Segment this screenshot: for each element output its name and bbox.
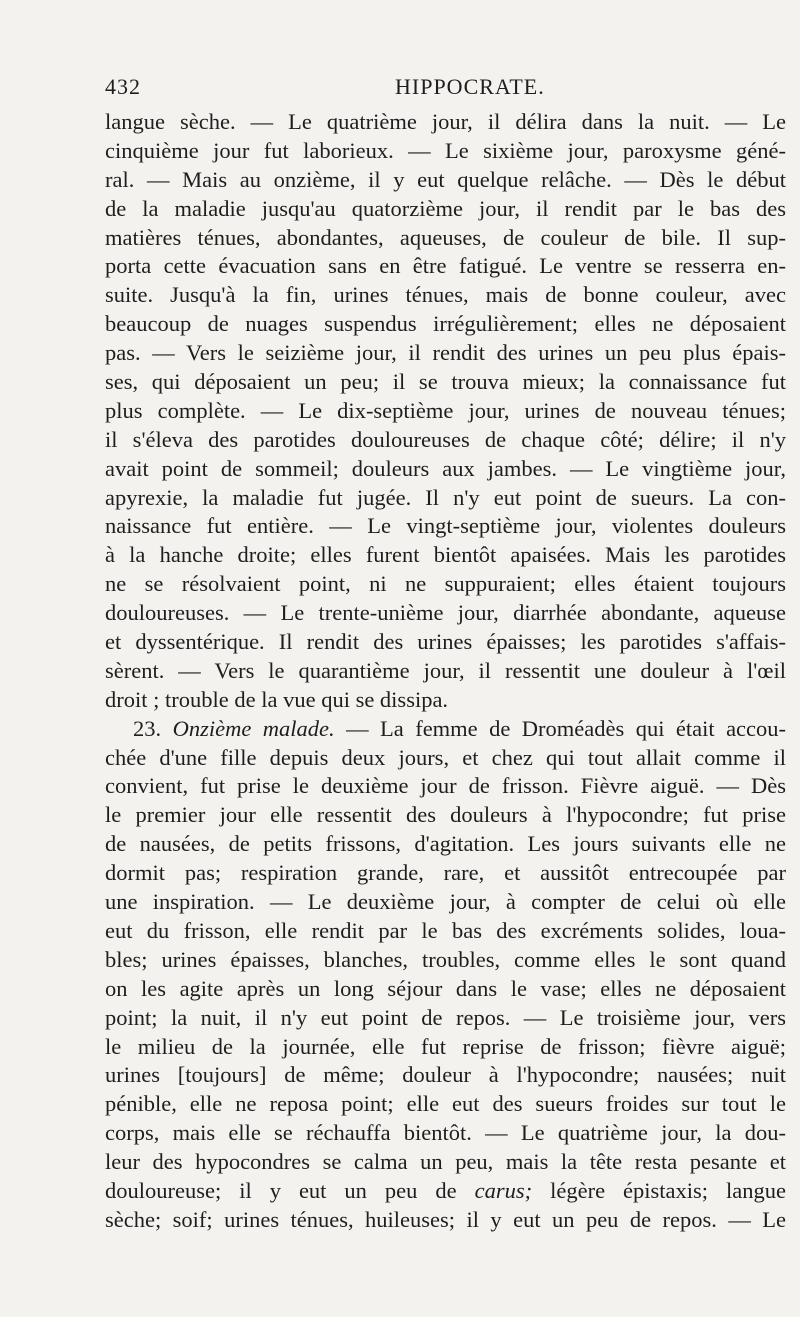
text-line: ses, qui déposaient un peu; il se trouva mieux; la connaissance fut — [105, 369, 786, 395]
text-line: bles; urines épaisses, blanches, troubles, comme elles le sont quand — [105, 946, 786, 972]
page-header — [105, 74, 786, 108]
text-run: douloureuse; il y eut un peu de — [105, 1177, 475, 1203]
running-title: HIPPOCRATE. — [395, 74, 545, 99]
text-line: apyrexie, la maladie fut jugée. Il n'y eut point de sueurs. La con- — [105, 484, 786, 510]
text-line: urines [toujours] de même; douleur à l'hypocondre; nausées; nuit — [105, 1062, 786, 1088]
text-line: eut du frisson, elle rendit par le bas des excréments solides, loua- — [105, 917, 786, 943]
text-line: ral. — Mais au onzième, il y eut quelque relâche. — Dès le début — [105, 166, 786, 192]
case-heading: Onzième malade. — [172, 715, 335, 741]
text-line — [105, 1177, 786, 1206]
text-line: une inspiration. — Le deuxième jour, à compter de celui où elle — [105, 889, 786, 915]
text-line: on les agite après un long séjour dans le vase; elles ne déposaient — [105, 975, 786, 1001]
case-number: 23. — [133, 715, 162, 741]
text-line: suite. Jusqu'à la fin, urines ténues, mais de bonne couleur, avec — [105, 282, 786, 308]
text-line: cinquième jour fut laborieux. — Le sixième jour, paroxysme géné- — [105, 137, 786, 163]
paragraph-2 — [105, 715, 786, 1235]
text-line: le milieu de la journée, elle fut reprise de frisson; fièvre aiguë; — [105, 1033, 786, 1059]
text-line: matières ténues, abondantes, aqueuses, de couleur de bile. Il sup- — [105, 224, 786, 250]
text-line: convient, fut prise le deuxième jour de frisson. Fièvre aiguë. — Dès — [105, 773, 786, 799]
text-line: de nausées, de petits frissons, d'agitation. Les jours suivants elle ne — [105, 831, 786, 857]
text-line: pénible, elle ne reposa point; elle eut des sueurs froides sur tout le — [105, 1091, 786, 1117]
text-line: sèrent. — Vers le quarantième jour, il ressentit une douleur à l'œil — [105, 657, 786, 683]
text-line: porta cette évacuation sans en être fatigué. Le ventre se resserra en- — [105, 253, 786, 279]
italic-term: carus; — [474, 1177, 533, 1203]
text-line: le premier jour elle ressentit des douleurs à l'hypocondre; fut prise — [105, 802, 786, 828]
text-line: langue sèche. — Le quatrième jour, il délira dans la nuit. — Le — [105, 109, 786, 134]
text-line: chée d'une fille depuis deux jours, et chez qui tout allait comme il — [105, 744, 786, 770]
text-run: légère épistaxis; langue — [532, 1177, 786, 1203]
body-text — [105, 108, 786, 1235]
text-line: ne se résolvaient point, ni ne suppuraient; elles étaient toujours — [105, 571, 786, 597]
text-line: plus complète. — Le dix-septième jour, urines de nouveau ténues; — [105, 397, 786, 423]
text-line — [105, 715, 786, 744]
text-line: droit ; trouble de la vue qui se dissipa. — [105, 686, 449, 712]
text-line: corps, mais elle se réchauffa bientôt. — Le quatrième jour, la dou- — [105, 1120, 786, 1146]
text-line: avait point de sommeil; douleurs aux jambes. — Le vingtième jour, — [105, 455, 786, 481]
text-line: leur des hypocondres se calma un peu, mais la tête resta pesante et — [105, 1149, 786, 1175]
text-line: pas. — Vers le seizième jour, il rendit des urines un peu plus épais- — [105, 340, 786, 366]
text-line: point; la nuit, il n'y eut point de repos. — Le troisième jour, vers — [105, 1004, 786, 1030]
text-line: de la maladie jusqu'au quatorzième jour, il rendit par le bas des — [105, 195, 786, 221]
text-line: naissance fut entière. — Le vingt-septième jour, violentes douleurs — [105, 513, 786, 539]
paragraph-1 — [105, 108, 786, 715]
text-line: il s'éleva des parotides douloureuses de chaque côté; délire; il n'y — [105, 426, 786, 452]
page-number: 432 — [105, 74, 141, 99]
text-line: douloureuses. — Le trente-unième jour, diarrhée abondante, aqueuse — [105, 600, 786, 626]
text-run: — La femme de Droméadès qui était accou- — [346, 715, 786, 741]
text-line: dormit pas; respiration grande, rare, et aussitôt entrecoupée par — [105, 860, 786, 886]
text-line: à la hanche droite; elles furent bientôt apaisées. Mais les parotides — [105, 542, 786, 568]
text-line: sèche; soif; urines ténues, huileuses; il y eut un peu de repos. — Le — [105, 1206, 786, 1232]
text-line: beaucoup de nuages suspendus irrégulièrement; elles ne déposaient — [105, 311, 786, 337]
text-line: et dyssentérique. Il rendit des urines épaisses; les parotides s'affais- — [105, 629, 786, 655]
